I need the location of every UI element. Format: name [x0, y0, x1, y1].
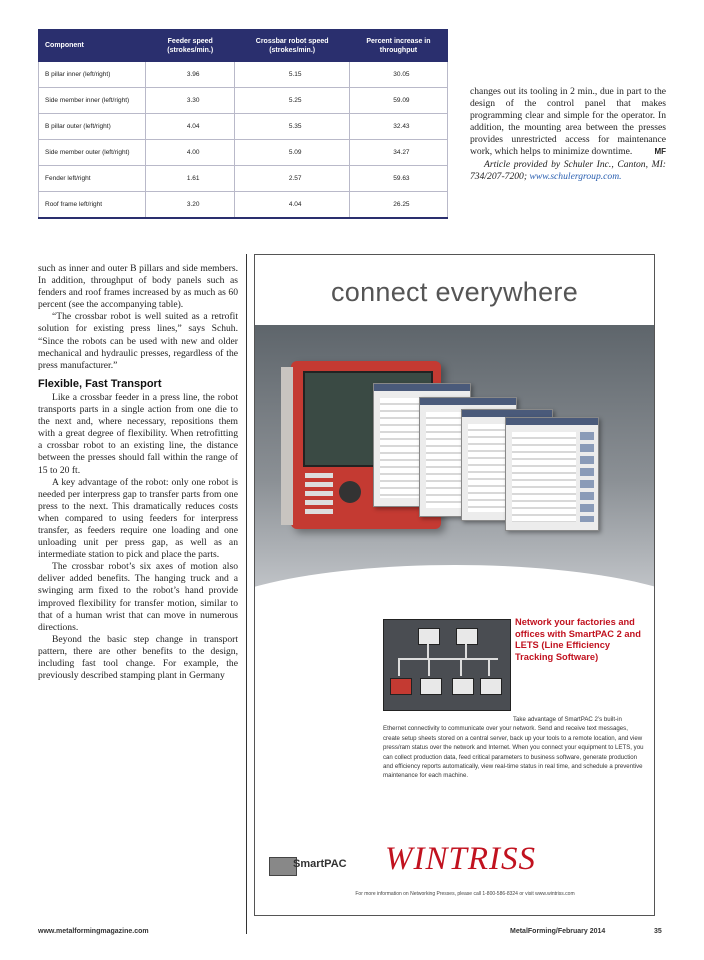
table-header-row — [39, 30, 448, 62]
table-cell: Side member inner (left/right) — [39, 88, 146, 114]
table-row — [39, 166, 448, 192]
smartpac-logo-text: SmartPAC — [293, 858, 347, 870]
table-cell: 3.96 — [146, 62, 235, 88]
ad-red-text: Network your factories and offices with SmartPAC 2 and LETS (Line Efficiency Tracking Software) — [515, 617, 641, 662]
table-cell: 1.61 — [146, 166, 235, 192]
article-paragraph: “The crossbar robot is well suited as a retrofit solution for existing press lines,” says Schuh. “Since the robots can be used with new and older mechanical and hydraulic presses, regardless of the press manufacturer.” — [38, 311, 238, 371]
press-controller-icon — [390, 678, 412, 695]
computer-icon — [456, 628, 478, 645]
footer-publication: MetalForming/February 2014 — [510, 928, 606, 935]
credit-text: Article provided by Schuler Inc., Canton, MI: 734/207-7200; — [470, 158, 666, 182]
smartpac-logo — [269, 855, 355, 877]
throughput-table — [38, 29, 448, 219]
table-cell: B pillar inner (left/right) — [39, 62, 146, 88]
wintriss-logo: WINTRISS — [385, 841, 536, 877]
table-cell: 59.09 — [349, 88, 447, 114]
table-cell: 5.15 — [235, 62, 349, 88]
table-cell: B pillar outer (left/right) — [39, 114, 146, 140]
article-paragraph: A key advantage of the robot: only one robot is needed per interpress gap to transfer parts from one press to the next. This dramatically reduces costs when compared to using feeders for interpress transfer, as feeders require one loading and one unloading unit per press gap, as well as an intermediate station to pick and place the parts. — [38, 476, 238, 561]
table-cell: 2.57 — [235, 166, 349, 192]
table-cell: 5.35 — [235, 114, 349, 140]
network-diagram-graphic — [383, 619, 511, 711]
table-row — [39, 62, 448, 88]
left-column — [38, 263, 238, 682]
table-cell: 30.05 — [349, 62, 447, 88]
article-paragraph: Like a crossbar feeder in a press line, the robot transports parts in a single action from one die to the next and, where necessary, repositions them with a great degree of flexibility. When retrofitting a crossbar robot to an existing line, the distance between the presses should fall within the range of 15 to 20 ft. — [38, 391, 238, 476]
table-cell: 4.00 — [146, 140, 235, 166]
table-cell: 5.09 — [235, 140, 349, 166]
table-cell: Side member outer (left/right) — [39, 140, 146, 166]
credit-link[interactable]: www.schulergroup.com. — [529, 170, 622, 182]
ad-headline: connect everywhere — [330, 277, 579, 307]
column-divider — [246, 254, 247, 934]
section-heading: Flexible, Fast Transport — [38, 377, 162, 390]
table-cell: 26.25 — [349, 192, 447, 219]
table-cell: 4.04 — [146, 114, 235, 140]
article-paragraph — [470, 86, 666, 159]
page-number: 35 — [654, 928, 662, 935]
table-cell: Fender left/right — [39, 166, 146, 192]
table-header-cell: Component — [39, 30, 146, 62]
ad-footer-text: For more information on Networking Presses, please call 1-800-586-8324 or visit www.wintriss.com — [355, 891, 575, 897]
table-row — [39, 114, 448, 140]
table-cell: 4.04 — [235, 192, 349, 219]
table-cell: 5.25 — [235, 88, 349, 114]
computer-icon — [418, 628, 440, 645]
article-paragraph: The crossbar robot’s six axes of motion also deliver added benefits. The hanging truck and a swinging arm fixed to the robot’s hand provide improved flexibility for transfer motion, similar to that of a human wrist that can move in numerous directions. — [38, 561, 238, 633]
table-cell: 32.43 — [349, 114, 447, 140]
press-controller-icon — [452, 678, 474, 695]
table-cell: 34.27 — [349, 140, 447, 166]
table-header-cell: Crossbar robot speed (strokes/min.) — [235, 30, 349, 62]
article-paragraph: such as inner and outer B pillars and side members. In addition, throughput of body panels such as fenders and roof frames increased by as much as 60 percent (see the accompanying table). — [38, 263, 238, 311]
ad-intro-text: Take advantage of SmartPAC 2’s built-in — [513, 716, 622, 723]
table-cell: 59.63 — [349, 166, 447, 192]
advertisement[interactable] — [254, 254, 655, 916]
table-row — [39, 140, 448, 166]
table-cell: 3.20 — [146, 192, 235, 219]
ad-body — [383, 715, 645, 781]
table-cell: 3.30 — [146, 88, 235, 114]
table-row — [39, 88, 448, 114]
press-controller-icon — [480, 678, 502, 695]
ad-body-text: Ethernet connectivity to communicate over your network. Send and receive text messages, create setup sheets stored on a central server, back up your tools to a remote location, and view press/ram status over the network and Internet. When you connect your equipment to LETS, you can collect production data, feed critical parameters to business software, generate production and efficiency reports automatically, view real-time status in real time, and schedule a preventive maintenance for each machine. — [383, 725, 644, 780]
press-controller-icon — [420, 678, 442, 695]
right-top-column — [470, 86, 666, 183]
end-mark: MF — [654, 147, 666, 157]
table-row — [39, 192, 448, 219]
table-cell: Roof frame left/right — [39, 192, 146, 219]
screen-panel-image — [505, 417, 599, 531]
table-header-cell: Percent increase in throughput — [349, 30, 447, 62]
article-paragraph: Beyond the basic step change in transport pattern, there are other benefits to the design, including fast tool change. For example, the previously described stamping plant in Germany — [38, 633, 238, 682]
article-text: changes out its tooling in 2 min., due in part to the design of the control panel that makes programming clear and simple for the operator. In addition, the mounting area between the presses provides unrestricted access for maintenance work, which helps to minimize downtime. — [470, 86, 666, 158]
table-header-cell: Feeder speed (strokes/min.) — [146, 30, 235, 62]
article-credit — [470, 159, 666, 183]
product-photo — [255, 325, 654, 607]
footer-url[interactable]: www.metalformingmagazine.com — [38, 928, 149, 935]
